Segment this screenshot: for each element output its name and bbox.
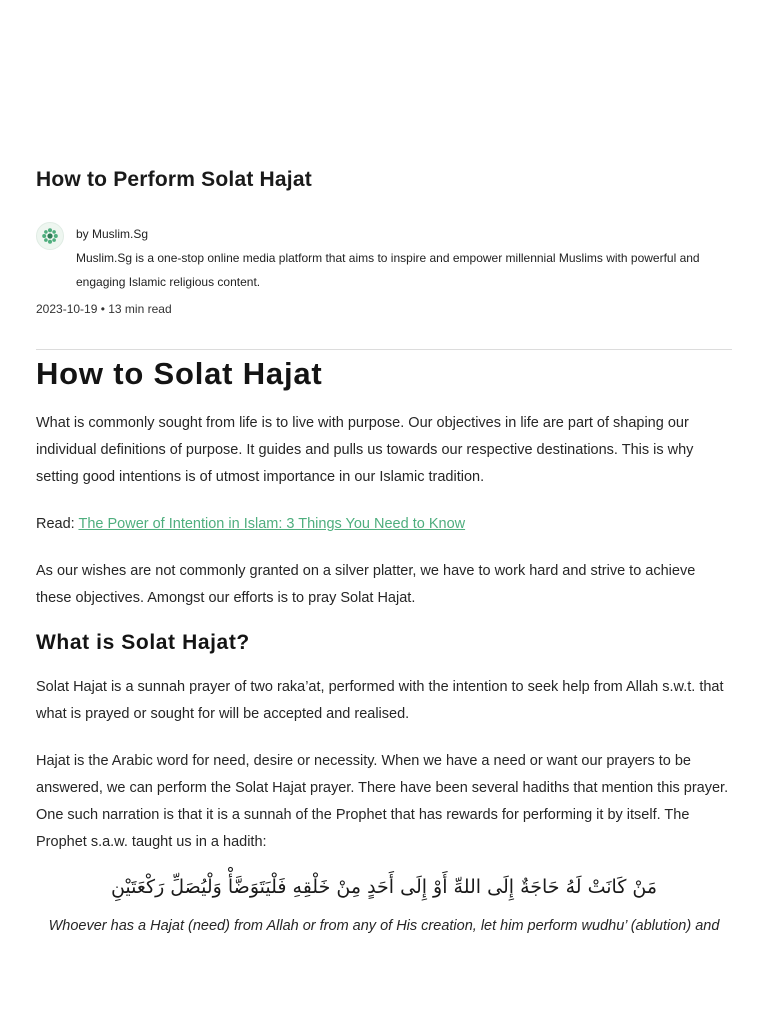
- read-more-line: [36, 511, 732, 538]
- muslim-sg-logo-icon[interactable]: [36, 222, 64, 250]
- hadith-translation: Whoever has a Hajat (need) from Allah or from any of His creation, let him perform wudhu’ (ablution) and: [48, 918, 720, 934]
- paragraph-purpose: What is commonly sought from life is to live with purpose. Our objectives in life are part of shaping our individual definitions of purpose. It guides and pulls us towards our respective destinations. This is why setting good intentions is of utmost importance in our Islamic tradition.: [36, 415, 694, 485]
- post-title: How to Perform Solat Hajat: [36, 168, 312, 191]
- article-heading: How to Solat Hajat: [36, 356, 323, 391]
- paragraph-hadith-intro: Hajat is the Arabic word for need, desire or necessity. When we have a need or want our prayers to be answered, we can perform the Solat Hajat prayer. There have been several hadiths that mention this prayer. One such narration is that it is a sunnah of the Prophet that has rewards for performing it by itself. The Prophet s.a.w. taught us in a hadith:: [36, 753, 729, 850]
- section-heading: What is Solat Hajat?: [36, 631, 250, 654]
- read-prefix: Read:: [36, 516, 79, 532]
- author-name[interactable]: by Muslim.Sg: [76, 227, 149, 241]
- paragraph-efforts: As our wishes are not commonly granted on a silver platter, we have to work hard and strive to achieve these objectives. Amongst our efforts is to pray Solat Hajat.: [36, 563, 696, 606]
- arabic-hadith: مَنْ كَانَتْ لَهُ حَاجَةٌ إِلَى اللهِّ أَوْ إِلَى أَحَدٍ مِنْ خَلْقِهِ فَلْيَتَوَضَّأْ وَلْيُصَلِّ رَكْعَتَيْنِ: [110, 876, 658, 898]
- author-info: [76, 222, 732, 294]
- author-bio: Muslim.Sg is a one-stop online media platform that aims to inspire and empower millennial Muslims with powerful and engaging Islamic religious content.: [76, 251, 700, 289]
- article-body: [36, 350, 732, 938]
- flower-logo-icon: [41, 227, 59, 245]
- post-meta: 2023-10-19 • 13 min read: [36, 302, 172, 316]
- paragraph-definition: Solat Hajat is a sunnah prayer of two raka’at, performed with the intention to seek help from Allah s.w.t. that what is prayed or sought for will be accepted and realised.: [36, 679, 724, 722]
- read-more-link[interactable]: The Power of Intention in Islam: 3 Things You Need to Know: [78, 516, 466, 532]
- author-block: [36, 222, 732, 294]
